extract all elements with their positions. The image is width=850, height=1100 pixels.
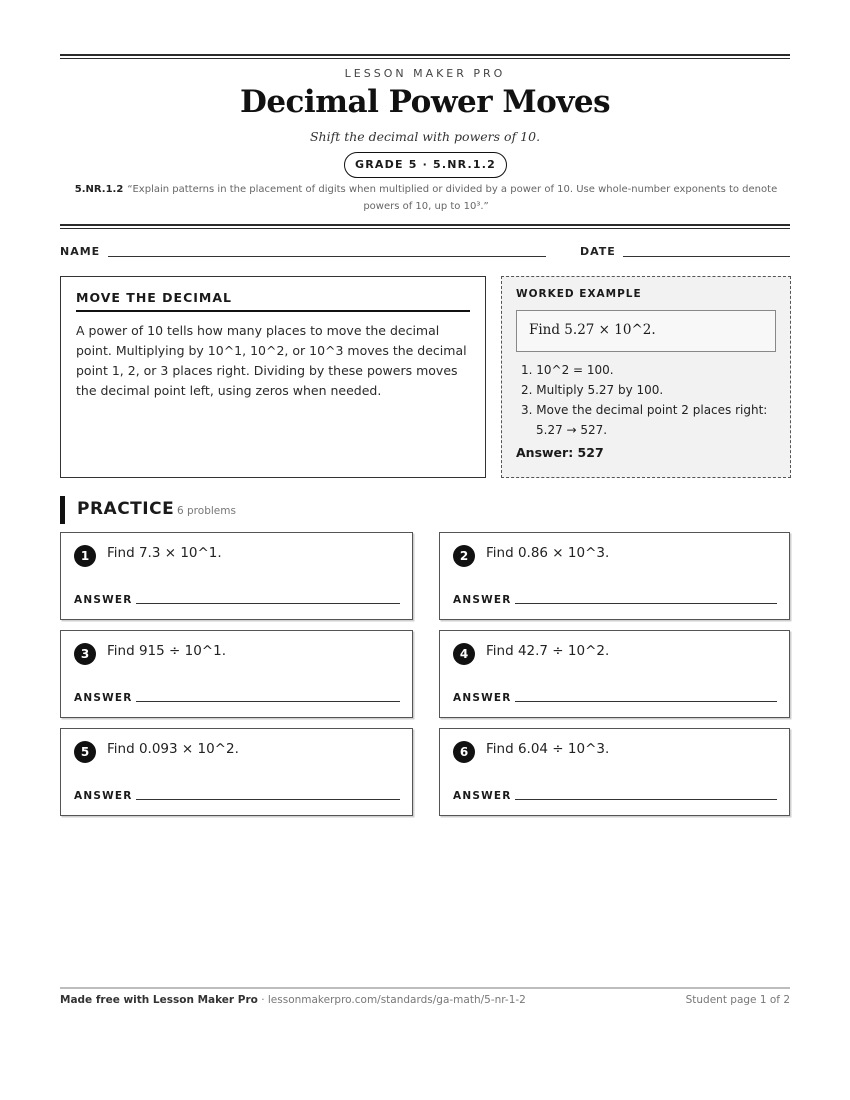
answer-line[interactable] [136,603,400,604]
problem-card [439,728,790,816]
answer-label: ANSWER [74,790,133,802]
problem-card [60,630,413,718]
problem-card [439,532,790,620]
problem-text: Find 42.7 ÷ 10^2. [486,643,610,659]
worked-example-steps [516,360,776,440]
practice-count: 6 problems [177,505,236,517]
footer-credit [60,994,526,1006]
date-label: DATE [580,245,616,258]
problem-text: Find 0.86 × 10^3. [486,545,610,561]
footer-page-number: Student page 1 of 2 [685,994,790,1006]
worked-example-heading: WORKED EXAMPLE [516,288,642,300]
grade-badge: GRADE 5 · 5.NR.1.2 [344,152,507,178]
worked-step: 1. 10^2 = 100. [521,363,614,377]
problem-text: Find 915 ÷ 10^1. [107,643,226,659]
worked-step: 2. Multiply 5.27 by 100. [521,383,664,397]
problem-text: Find 6.04 ÷ 10^3. [486,741,610,757]
problem-text: Find 0.093 × 10^2. [107,741,239,757]
date-field-line[interactable] [623,256,790,257]
answer-line[interactable] [136,799,400,800]
standard-description [68,181,784,215]
answer-line[interactable] [515,701,777,702]
worked-example-box [501,276,791,478]
answer-label: ANSWER [453,790,512,802]
problem-card [60,532,413,620]
answer-label: ANSWER [453,692,512,704]
brand-name: LESSON MAKER PRO [344,67,506,80]
standard-code: 5.NR.1.2 [74,184,124,195]
header-bottom-double-rule [60,224,790,229]
name-field-line[interactable] [108,256,546,257]
worked-example-question: Find 5.27 × 10^2. [516,310,776,352]
worksheet-subtitle: Shift the decimal with powers of 10. [309,129,541,144]
practice-title: PRACTICE [77,499,175,519]
answer-line[interactable] [515,799,777,800]
problem-number-badge: 5 [74,741,96,763]
move-the-decimal-box [60,276,486,478]
worksheet-title: Decimal Power Moves [239,84,611,120]
problem-number-badge: 6 [453,741,475,763]
footer-url: · lessonmakerpro.com/standards/ga-math/5-nr-1-2 [257,994,526,1006]
answer-label: ANSWER [74,594,133,606]
standard-text: “Explain patterns in the placement of digits when multiplied or divided by a power of 10. Use whole-number exponents to denote powers of 10, up to 10³.” [127,184,778,212]
top-double-rule [60,54,790,59]
footer-made-with: Made free with Lesson Maker Pro [60,994,258,1006]
problem-card [60,728,413,816]
practice-accent-bar [60,496,65,524]
problem-text: Find 7.3 × 10^1. [107,545,222,561]
answer-line[interactable] [136,701,400,702]
problem-number-badge: 4 [453,643,475,665]
problem-number-badge: 2 [453,545,475,567]
answer-label: ANSWER [74,692,133,704]
answer-line[interactable] [515,603,777,604]
name-label: NAME [60,245,101,258]
worked-example-answer: Answer: 527 [516,445,604,460]
problem-number-badge: 1 [74,545,96,567]
answer-label: ANSWER [453,594,512,606]
move-box-text: A power of 10 tells how many places to move the decimal point. Multiplying by 10^1, 10^2, or 10^3 moves the decimal point 1, 2, or 3 places right. Dividing by these powers moves the decimal point left, using zeros when needed. [76,323,467,398]
problem-card [439,630,790,718]
move-box-heading: MOVE THE DECIMAL [76,290,470,312]
problem-number-badge: 3 [74,643,96,665]
footer-rule [60,987,790,989]
worked-step: 3. Move the decimal point 2 places right: 5.27 → 527. [521,403,768,437]
